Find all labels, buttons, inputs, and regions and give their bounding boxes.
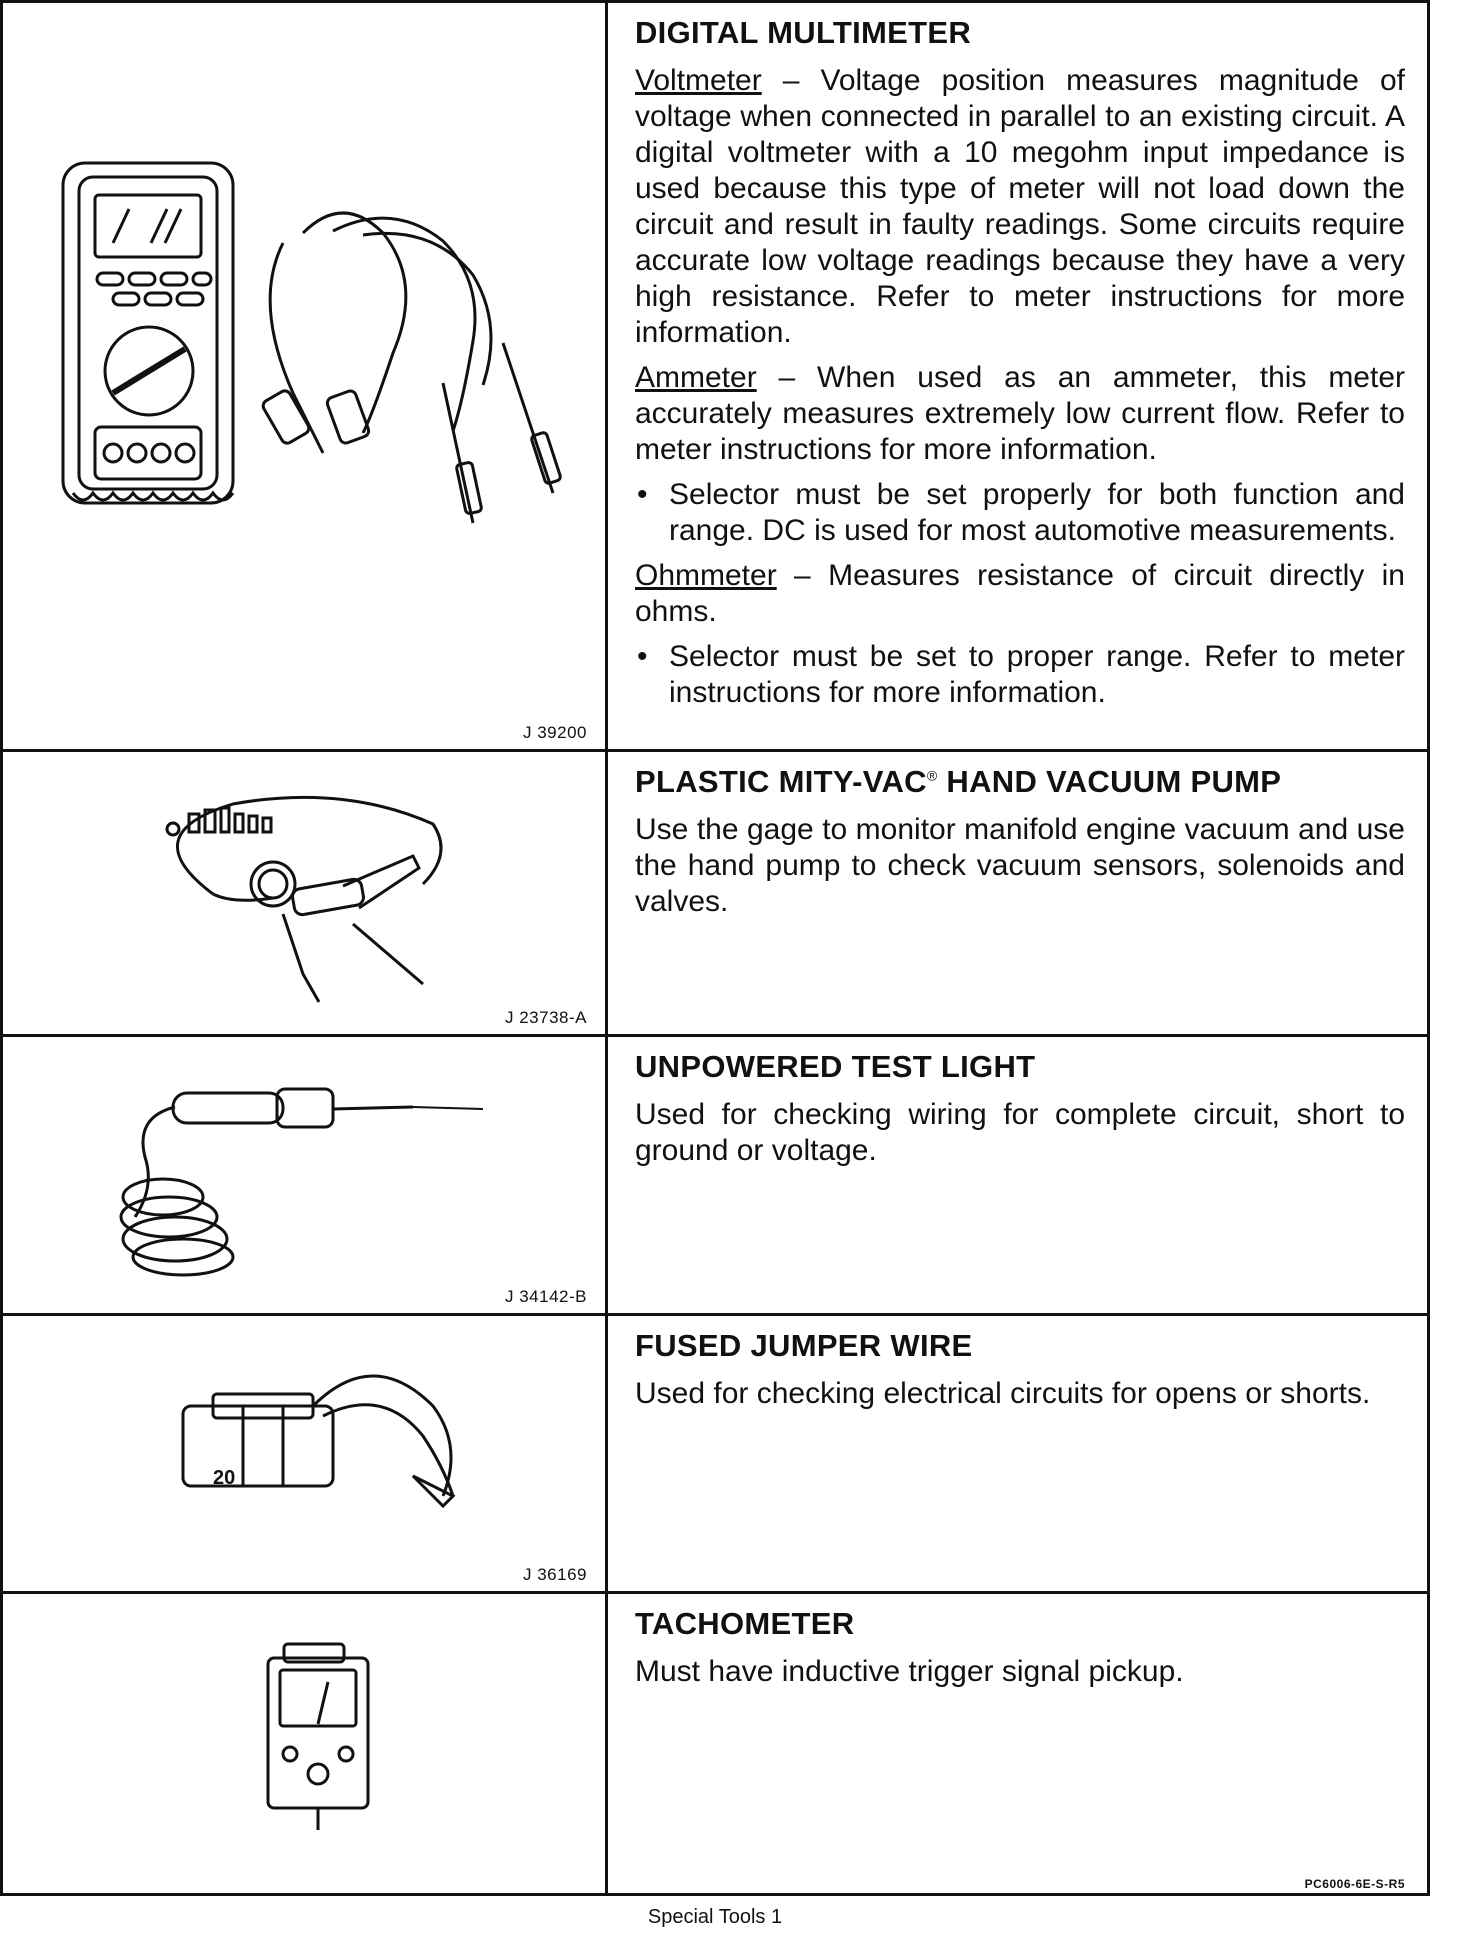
figure-number: J 23738-A: [505, 1008, 587, 1027]
page-footer: Special Tools 1: [647, 1906, 783, 1928]
jumper-wire-illustration: [3, 1316, 605, 1591]
bullet-text: Selector must be set to proper range. Refer to meter instructions for more information.: [669, 640, 1405, 709]
tool-text: Used for checking electrical circuits for opens or shorts.: [635, 1377, 1371, 1410]
title-suffix: HAND VACUUM PUMP: [937, 764, 1282, 799]
tool-text: Must have inductive trigger signal pickup.: [635, 1655, 1184, 1688]
voltmeter-text: – Voltage position measures magnitude of voltage when connected in parallel to an existing circuit. A digital voltmeter with a 10 megohm input impedance is used because this type of meter will not load down the circuit and result in faulty readings. Some circuits require accurate low voltage readings because they have a very high resistance. Refer to meter instructions for more information.: [635, 64, 1405, 349]
tachometer-drawing: [258, 1634, 398, 1834]
tool-title: DIGITAL MULTIMETER: [635, 15, 972, 50]
figure-number: J 36169: [523, 1565, 587, 1584]
bullet-text: Selector must be set properly for both function and range. DC is used for most automotive measurements.: [669, 478, 1405, 547]
ammeter-text: – When used as an ammeter, this meter accurately measures extremely low current flow. Refer to meter instructions for more information.: [635, 361, 1405, 466]
bullet-icon: •: [637, 478, 648, 511]
fuse-label: 20: [213, 1467, 236, 1489]
tool-row-tachometer: [3, 1594, 1427, 1899]
vacuum-pump-drawing: [133, 774, 473, 1014]
ammeter-paragraph: [635, 360, 1405, 468]
tool-row-jumper-wire: [3, 1316, 1427, 1591]
document-code: PC6006-6E-S-R5: [1304, 1877, 1405, 1891]
bullet-item: [635, 477, 1405, 549]
ohmmeter-label: Ohmmeter: [635, 559, 777, 592]
tool-row-vacuum-pump: [3, 752, 1427, 1034]
bullet-icon: •: [637, 640, 648, 673]
tool-description: [635, 764, 1405, 929]
tool-description: [635, 1328, 1405, 1421]
tool-description: [635, 1049, 1405, 1178]
figure-number: J 34142-B: [505, 1287, 587, 1306]
test-light-drawing: [113, 1067, 493, 1287]
tool-title: [635, 764, 1405, 800]
ammeter-label: Ammeter: [635, 361, 757, 394]
tool-description: [635, 1606, 1405, 1699]
figure-number: J 39200: [523, 723, 587, 742]
ohmmeter-paragraph: [635, 558, 1405, 630]
tachometer-illustration: [3, 1594, 605, 1899]
tool-row-test-light: [3, 1037, 1427, 1313]
tool-description: [635, 15, 1405, 720]
multimeter-drawing: [33, 143, 593, 563]
tool-text: Use the gage to monitor manifold engine vacuum and use the hand pump to check vacuum sensors, solenoids and valves.: [635, 813, 1405, 918]
ohmmeter-text: – Measures resistance of circuit directly in ohms.: [635, 559, 1405, 628]
tool-title: FUSED JUMPER WIRE: [635, 1328, 973, 1363]
tool-text: Used for checking wiring for complete circuit, short to ground or voltage.: [635, 1098, 1405, 1167]
tool-title: TACHOMETER: [635, 1606, 855, 1641]
vacuum-pump-illustration: [3, 752, 605, 1034]
jumper-wire-drawing: [173, 1346, 473, 1546]
multimeter-illustration: [3, 3, 605, 749]
test-light-illustration: [3, 1037, 605, 1313]
bullet-item: [635, 639, 1405, 711]
title-prefix: PLASTIC MITY-VAC: [635, 764, 927, 799]
voltmeter-paragraph: [635, 63, 1405, 351]
tool-row-multimeter: [3, 3, 1427, 749]
tool-title: UNPOWERED TEST LIGHT: [635, 1049, 1036, 1084]
registered-mark: ®: [926, 767, 938, 784]
voltmeter-label: Voltmeter: [635, 64, 762, 97]
